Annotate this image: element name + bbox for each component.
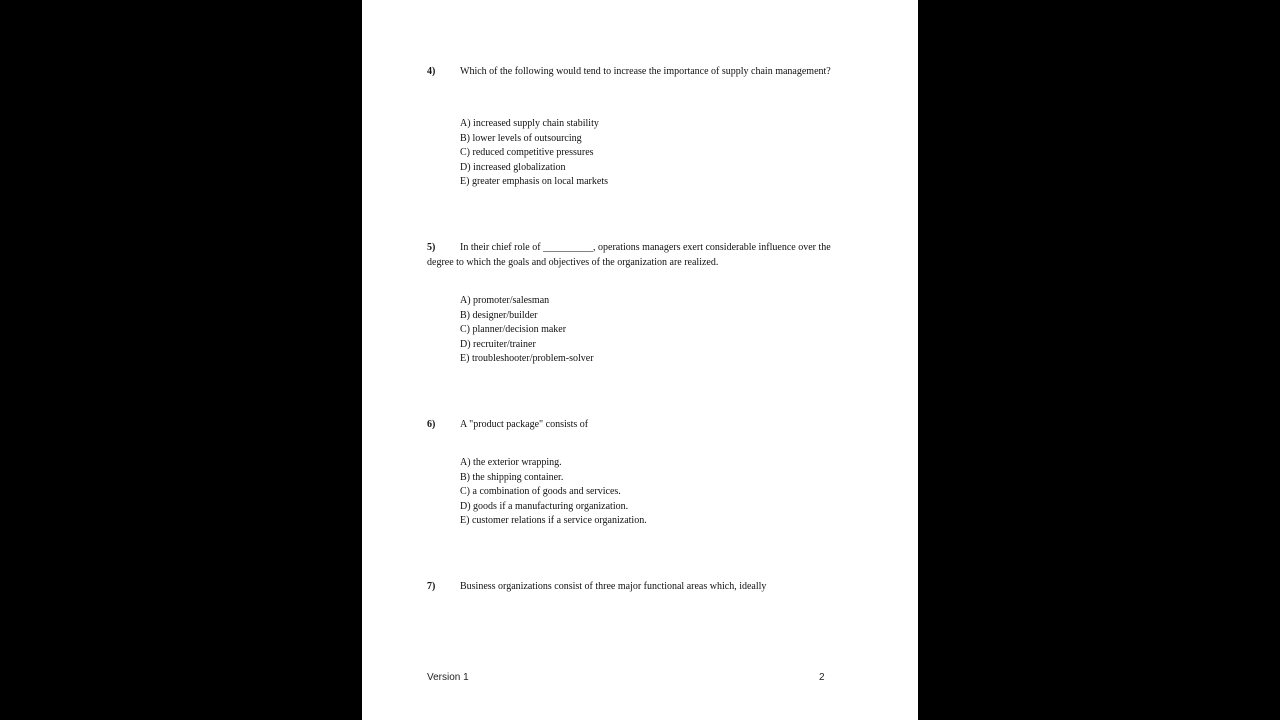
question-6 [427, 418, 847, 526]
document-page [362, 0, 918, 720]
answer-option: B) lower levels of outsourcing [460, 132, 582, 144]
answer-options [460, 294, 594, 367]
question-7 [427, 580, 847, 595]
answer-option: C) a combination of goods and services. [460, 486, 621, 497]
answer-option: A) the exterior wrapping. [460, 457, 562, 468]
question-text: Which of the following would tend to increase the importance of supply chain management? [460, 66, 831, 77]
answer-option: D) recruiter/trainer [460, 338, 536, 350]
answer-option: E) customer relations if a service organization. [460, 515, 647, 526]
answer-option: D) goods if a manufacturing organization. [460, 500, 629, 512]
question-5 [427, 241, 847, 364]
question-number: 7) [427, 581, 436, 592]
question-number: 4) [427, 66, 436, 77]
answer-option: E) troubleshooter/problem-solver [460, 353, 594, 364]
answer-option: E) greater emphasis on local markets [460, 176, 608, 187]
answer-option: A) promoter/salesman [460, 295, 550, 306]
question-stem [427, 418, 847, 433]
question-number: 6) [427, 419, 436, 430]
footer-page-number: 2 [819, 672, 825, 683]
answer-option: C) planner/decision maker [460, 324, 567, 335]
answer-options [460, 117, 608, 190]
question-text: A "product package" consists of [460, 419, 589, 430]
question-stem [427, 580, 847, 595]
question-number: 5) [427, 242, 436, 253]
footer-version: Version 1 [427, 672, 469, 683]
question-stem [427, 241, 847, 270]
question-4 [427, 65, 847, 187]
answer-option: D) increased globalization [460, 161, 566, 173]
question-stem [427, 65, 847, 80]
question-text: In their chief role of __________, operations managers exert considerable influence over the degree to which the goals and objectives of the organization are realized. [427, 242, 831, 268]
question-text: Business organizations consist of three major functional areas which, ideally [460, 581, 767, 592]
answer-options [460, 456, 647, 529]
answer-option: B) designer/builder [460, 309, 538, 321]
answer-option: C) reduced competitive pressures [460, 147, 594, 158]
answer-option: B) the shipping container. [460, 471, 564, 483]
answer-option: A) increased supply chain stability [460, 118, 599, 129]
